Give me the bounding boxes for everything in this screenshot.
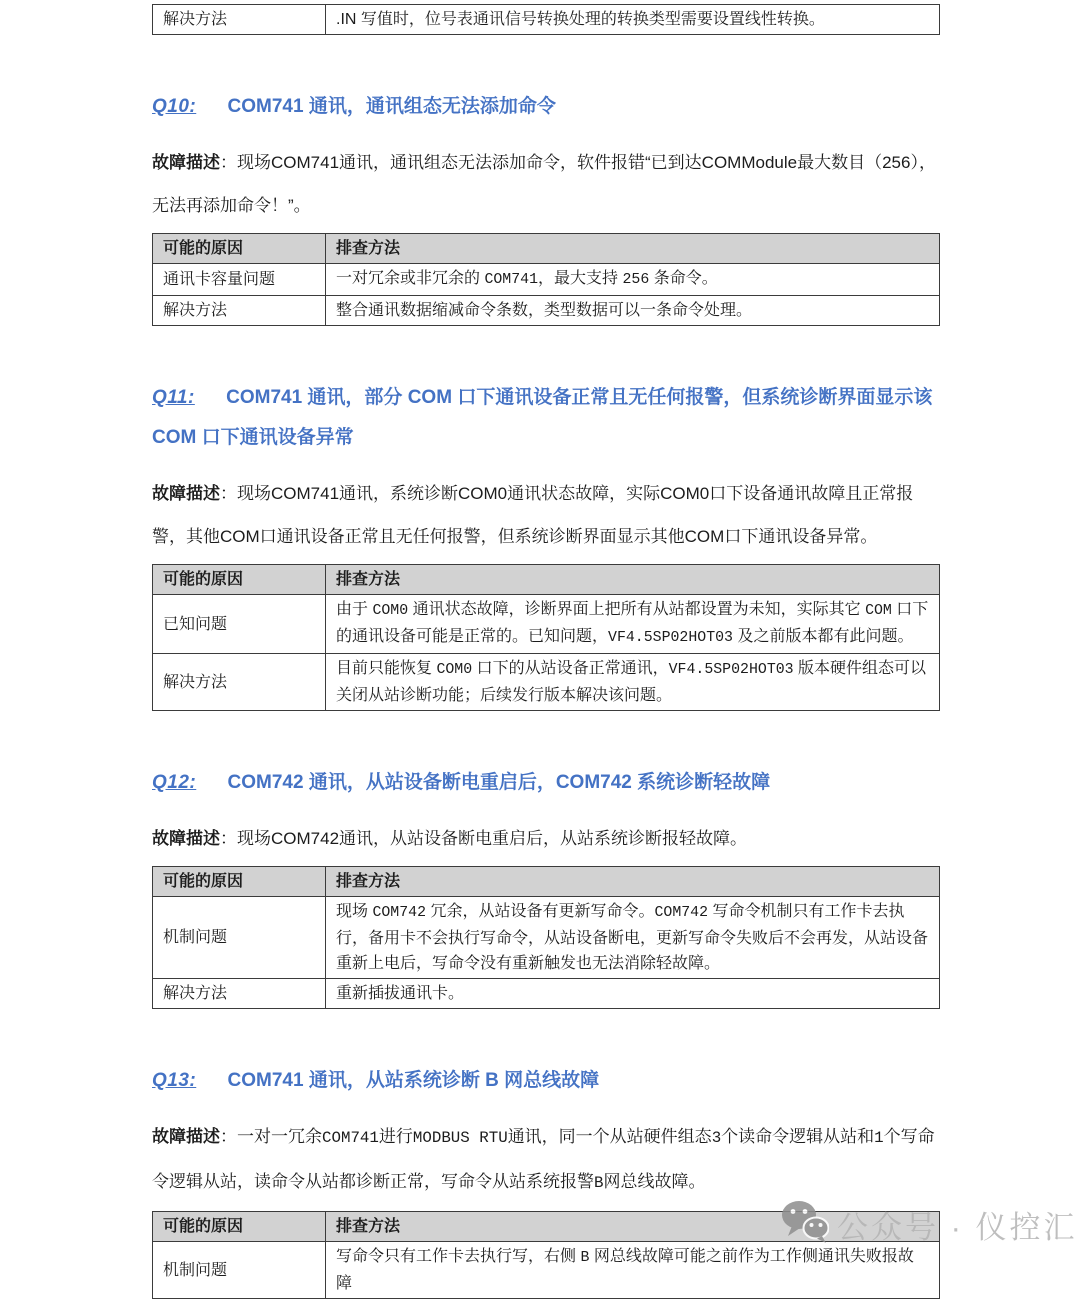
troubleshooting-table <box>152 1211 940 1299</box>
question-heading <box>152 763 940 803</box>
question-number-link[interactable]: Q10: <box>152 96 197 117</box>
fault-description-text: ：一对一冗余COM741进行MODBUS RTU通讯，同一个从站硬件组态3个读命令逻辑从站和1个写命令逻辑从站，读命令从站都诊断正常，写命令从站系统报警B网总线故障。 <box>152 1127 935 1192</box>
table-row <box>153 654 940 711</box>
faq-section <box>152 87 940 326</box>
question-heading <box>152 1061 940 1101</box>
cause-cell: 机制问题 <box>153 897 326 979</box>
troubleshooting-table <box>152 564 940 711</box>
cause-cell: 机制问题 <box>153 1242 326 1299</box>
faq-section <box>152 1061 940 1299</box>
method-cell: 现场 COM742 冗余，从站设备有更新写命令。COM742 写命令机制只有工作卡去执行，备用卡不会执行写命令，从站设备断电，更新写命令失败后不会再发，从站设备重新上电后，写命令没有重新触发也无法消除轻故障。 <box>326 897 940 979</box>
table-header-row <box>153 234 940 264</box>
table-row <box>153 296 940 326</box>
cause-cell: 解决方法 <box>153 5 326 35</box>
table-header-row <box>153 1212 940 1242</box>
method-cell: 重新插拔通讯卡。 <box>326 979 940 1009</box>
fault-description <box>152 1115 940 1205</box>
question-title: COM741 通讯，从站系统诊断 B 网总线故障 <box>227 1070 600 1091</box>
table-row <box>153 5 940 35</box>
fault-description-label: 故障描述 <box>152 153 220 172</box>
question-heading <box>152 87 940 127</box>
question-number-link[interactable]: Q11: <box>152 387 195 408</box>
cause-cell: 解决方法 <box>153 979 326 1009</box>
cause-cell: 通讯卡容量问题 <box>153 264 326 296</box>
table-row <box>153 264 940 296</box>
table-row <box>153 979 940 1009</box>
method-cell: 目前只能恢复 COM0 口下的从站设备正常通讯，VF4.5SP02HOT03 版本硬件组态可以关闭从站诊断功能；后续发行版本解决该问题。 <box>326 654 940 711</box>
column-header-cause: 可能的原因 <box>153 867 326 897</box>
document-content <box>152 4 940 1299</box>
question-number-link[interactable]: Q13: <box>152 1070 197 1091</box>
faq-section <box>152 378 940 711</box>
fault-description-label: 故障描述 <box>152 484 220 503</box>
fault-description-text: ：现场COM741通讯，系统诊断COM0通讯状态故障，实际COM0口下设备通讯故障且正常报警，其他COM口通讯设备正常且无任何报警，但系统诊断界面显示其他COM口下通讯设备异常。 <box>152 484 914 546</box>
troubleshooting-table <box>152 233 940 326</box>
watermark-text: 公众号 · 仪控汇 <box>837 1210 1078 1245</box>
table-row <box>153 1242 940 1299</box>
method-cell: 整合通讯数据缩减命令条数，类型数据可以一条命令处理。 <box>326 296 940 326</box>
question-heading <box>152 378 940 458</box>
column-header-cause: 可能的原因 <box>153 1212 326 1242</box>
table-header-row <box>153 565 940 595</box>
fault-description-label: 故障描述 <box>152 1127 220 1146</box>
method-cell: 写命令只有工作卡去执行写，右侧 B 网总线故障可能之前作为工作侧通讯失败报故障 <box>326 1242 940 1299</box>
cause-cell: 已知问题 <box>153 595 326 654</box>
faq-sections <box>152 87 940 1299</box>
fault-description <box>152 817 940 860</box>
table-row <box>153 595 940 654</box>
table-header-row <box>153 867 940 897</box>
method-cell: .IN 写值时，位号表通讯信号转换处理的转换类型需要设置线性转换。 <box>326 5 940 35</box>
column-header-method: 排查方法 <box>326 867 940 897</box>
table-row <box>153 897 940 979</box>
column-header-method: 排查方法 <box>326 1212 940 1242</box>
fault-description-text: ：现场COM742通讯，从站设备断电重启后，从站系统诊断报轻故障。 <box>220 829 748 848</box>
method-cell: 由于 COM0 通讯状态故障，诊断界面上把所有从站都设置为未知，实际其它 COM 口下的通讯设备可能是正常的。已知问题，VF4.5SP02HOT03 及之前版本都有此问题。 <box>326 595 940 654</box>
column-header-method: 排查方法 <box>326 565 940 595</box>
carryover-table <box>152 4 940 35</box>
cause-cell: 解决方法 <box>153 654 326 711</box>
column-header-cause: 可能的原因 <box>153 565 326 595</box>
fault-description <box>152 141 940 227</box>
question-title: COM741 通讯，通讯组态无法添加命令 <box>227 96 556 117</box>
cause-cell: 解决方法 <box>153 296 326 326</box>
faq-section <box>152 763 940 1009</box>
method-cell: 一对冗余或非冗余的 COM741，最大支持 256 条命令。 <box>326 264 940 296</box>
question-number-link[interactable]: Q12: <box>152 772 197 793</box>
fault-description <box>152 472 940 558</box>
troubleshooting-table <box>152 866 940 1009</box>
fault-description-label: 故障描述 <box>152 829 220 848</box>
column-header-method: 排查方法 <box>326 234 940 264</box>
document-page <box>0 4 1080 1292</box>
question-title: COM741 通讯，部分 COM 口下通讯设备正常且无任何报警，但系统诊断界面显示该 COM 口下通讯设备异常 <box>152 387 933 448</box>
fault-description-text: ：现场COM741通讯，通讯组态无法添加命令，软件报错“已到达COMModule最大数目（256），无法再添加命令！”。 <box>152 153 936 215</box>
question-title: COM742 通讯，从站设备断电重启后，COM742 系统诊断轻故障 <box>227 772 771 793</box>
column-header-cause: 可能的原因 <box>153 234 326 264</box>
